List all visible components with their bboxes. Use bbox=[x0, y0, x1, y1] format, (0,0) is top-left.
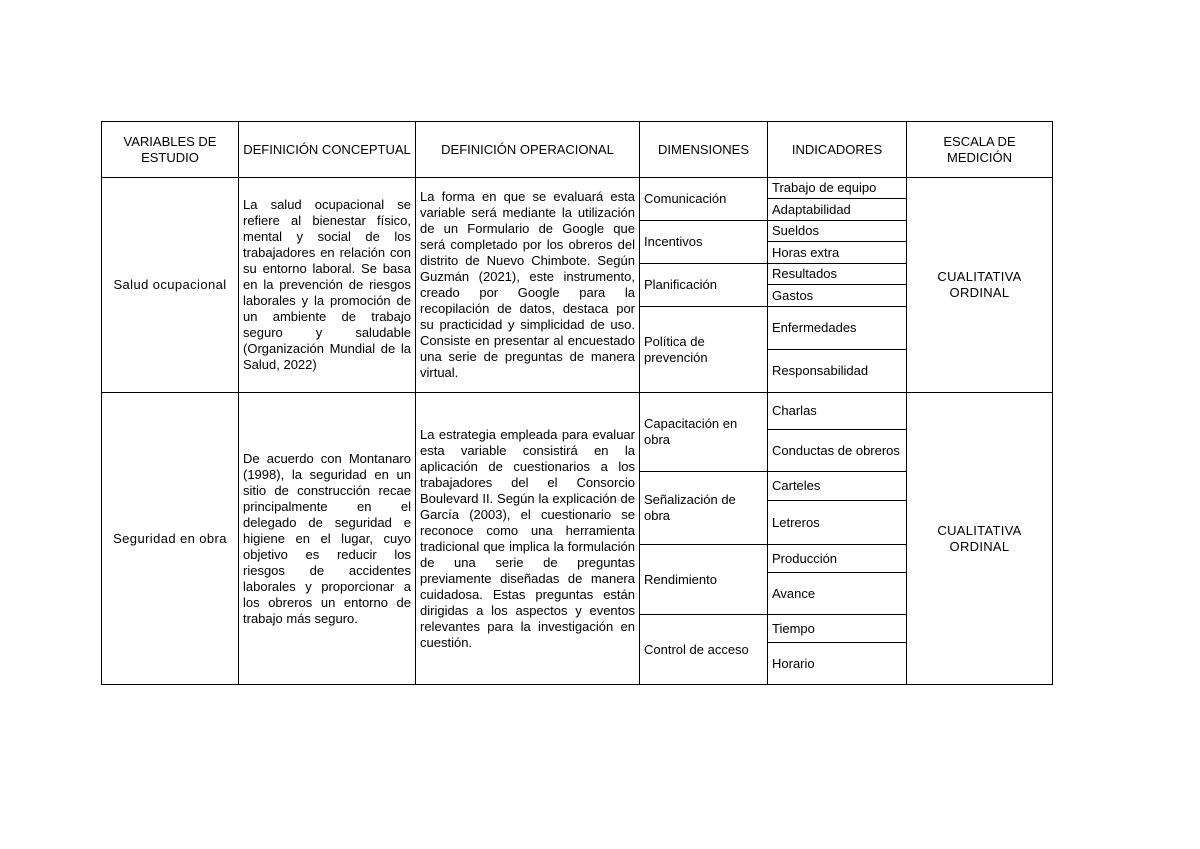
header-escala: ESCALA DE MEDICIÓN bbox=[907, 122, 1053, 178]
indicator-cell: Sueldos bbox=[768, 221, 907, 242]
dimension-cell: Política de prevención bbox=[640, 307, 768, 393]
header-operacional: DEFINICIÓN OPERACIONAL bbox=[416, 122, 640, 178]
indicator-cell: Trabajo de equipo bbox=[768, 178, 907, 199]
indicator-cell: Letreros bbox=[768, 501, 907, 545]
dimension-cell: Señalización de obra bbox=[640, 472, 768, 545]
header-row bbox=[102, 122, 1053, 178]
indicator-cell: Carteles bbox=[768, 472, 907, 501]
variable-name: Seguridad en obra bbox=[102, 393, 239, 685]
header-conceptual: DEFINICIÓN CONCEPTUAL bbox=[239, 122, 416, 178]
measurement-scale: CUALITATIVA ORDINAL bbox=[907, 393, 1053, 685]
indicator-cell: Horario bbox=[768, 643, 907, 685]
table-row bbox=[102, 393, 1053, 430]
indicator-cell: Adaptabilidad bbox=[768, 199, 907, 221]
dimension-cell: Incentivos bbox=[640, 221, 768, 264]
dimension-cell: Planificación bbox=[640, 264, 768, 307]
operational-definition: La estrategia empleada para evaluar esta variable consistirá en la aplicación de cuestionarios a los trabajadores del el Consorcio Boulevard II. Según la explicación de García (2003), el cuestionario se reconoce como una herramienta tradicional que implica la formulación de una serie de preguntas previamente diseñadas de manera cuidadosa. Estas preguntas están dirigidas a los aspectos y eventos relevantes para la investigación en cuestión. bbox=[416, 393, 640, 685]
indicator-cell: Horas extra bbox=[768, 242, 907, 264]
conceptual-definition: De acuerdo con Montanaro (1998), la seguridad en un sitio de construcción recae principalmente en el delegado de seguridad e higiene en el lugar, cuyo objetivo es reducir los riesgos de accidentes laborales y proporcionar a los obreros un entorno de trabajo más seguro. bbox=[239, 393, 416, 685]
indicator-cell: Avance bbox=[768, 573, 907, 615]
measurement-scale: CUALITATIVA ORDINAL bbox=[907, 178, 1053, 393]
indicator-cell: Enfermedades bbox=[768, 307, 907, 350]
dimension-cell: Comunicación bbox=[640, 178, 768, 221]
operationalization-table bbox=[101, 121, 1053, 685]
header-variables: VARIABLES DE ESTUDIO bbox=[102, 122, 239, 178]
indicator-cell: Resultados bbox=[768, 264, 907, 285]
dimension-cell: Rendimiento bbox=[640, 545, 768, 615]
indicator-cell: Charlas bbox=[768, 393, 907, 430]
indicator-cell: Tiempo bbox=[768, 615, 907, 643]
dimension-cell: Control de acceso bbox=[640, 615, 768, 685]
header-dimensiones: DIMENSIONES bbox=[640, 122, 768, 178]
header-indicadores: INDICADORES bbox=[768, 122, 907, 178]
conceptual-definition: La salud ocupacional se refiere al bienestar físico, mental y social de los trabajadores en relación con su entorno laboral. Se basa en la prevención de riesgos laborales y la promoción de un ambiente de trabajo seguro y saludable (Organización Mundial de la Salud, 2022) bbox=[239, 178, 416, 393]
table-row bbox=[102, 178, 1053, 199]
dimension-cell: Capacitación en obra bbox=[640, 393, 768, 472]
indicator-cell: Conductas de obreros bbox=[768, 430, 907, 472]
operational-definition: La forma en que se evaluará esta variable será mediante la utilización de un Formulario de Google que será completado por los obreros del distrito de Nuevo Chimbote. Según Guzmán (2021), este instrumento, creado por Google para la recopilación de datos, destaca por su practicidad y simplicidad de uso. Consiste en presentar al encuestado una serie de preguntas de manera virtual. bbox=[416, 178, 640, 393]
variable-name: Salud ocupacional bbox=[102, 178, 239, 393]
indicator-cell: Responsabilidad bbox=[768, 350, 907, 393]
indicator-cell: Producción bbox=[768, 545, 907, 573]
indicator-cell: Gastos bbox=[768, 285, 907, 307]
